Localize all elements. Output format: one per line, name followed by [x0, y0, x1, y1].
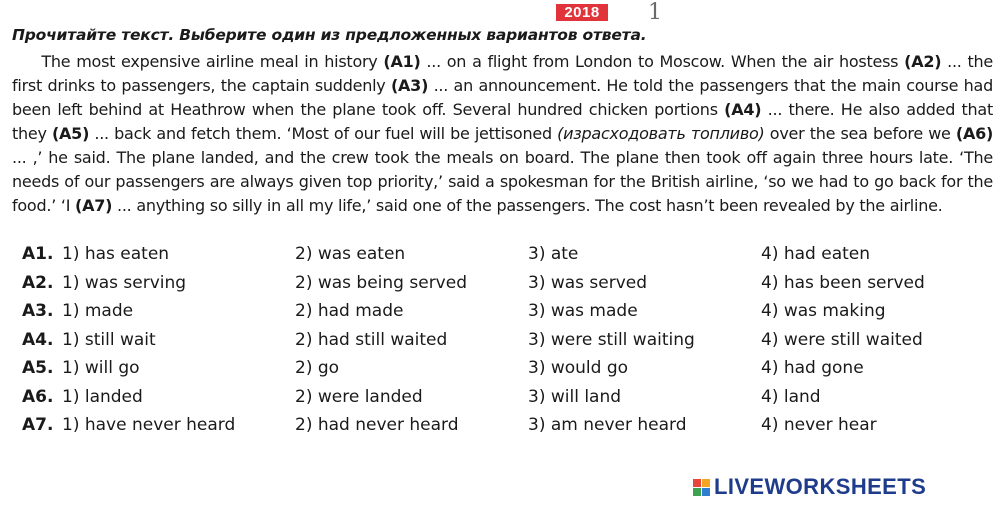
- option-1[interactable]: 1) landed: [62, 386, 143, 407]
- question-row-a2: [22, 273, 982, 302]
- option-3[interactable]: 3) would go: [528, 358, 629, 378]
- gap-marker-a2: (A2): [904, 52, 942, 71]
- option-3[interactable]: 3) were still waiting: [528, 329, 695, 350]
- option-1[interactable]: 1) have never heard: [62, 415, 236, 435]
- gap-marker-a7: (A7): [75, 196, 113, 215]
- option-2[interactable]: 2) were landed: [295, 386, 423, 407]
- passage-text: ... there. He also added that they: [12, 100, 994, 143]
- option-4[interactable]: 4) land: [761, 386, 821, 407]
- option-3[interactable]: 3) was made: [528, 301, 638, 321]
- option-2[interactable]: 2) had never heard: [295, 415, 459, 435]
- question-row-a7: [22, 415, 982, 444]
- question-id: A6.: [22, 386, 54, 407]
- option-1[interactable]: 1) still wait: [62, 329, 156, 350]
- option-4[interactable]: 4) never hear: [761, 415, 877, 435]
- liveworksheets-logo: [693, 474, 926, 500]
- option-4[interactable]: 4) had gone: [761, 358, 864, 378]
- passage-text: ... back and fetch them. ‘Most of our fuel will be jettisoned: [89, 124, 558, 143]
- gap-marker-a3: (A3): [390, 76, 429, 95]
- instruction-heading: Прочитайте текст. Выберите один из предложенных вариантов ответа.: [12, 26, 647, 44]
- question-row-a3: [22, 301, 982, 330]
- gap-marker-a6: (A6): [955, 124, 994, 143]
- option-3[interactable]: 3) will land: [528, 386, 622, 407]
- passage-text: ... on a flight from London to Moscow. When the air hostess: [420, 52, 905, 71]
- option-3[interactable]: 3) was served: [528, 272, 648, 293]
- gap-marker-a4: (A4): [724, 100, 762, 119]
- option-1[interactable]: 1) made: [62, 301, 134, 321]
- logo-grid-cell: [693, 488, 701, 496]
- passage-text: over the sea before we: [764, 124, 956, 143]
- handwritten-mark: 1: [648, 0, 662, 25]
- option-1[interactable]: 1) will go: [62, 358, 140, 378]
- question-id: A2.: [22, 272, 54, 293]
- option-3[interactable]: 3) am never heard: [528, 415, 687, 435]
- option-2[interactable]: 2) was being served: [295, 272, 467, 293]
- year-badge: 2018: [556, 4, 608, 21]
- option-4[interactable]: 4) were still waited: [761, 329, 923, 350]
- option-4[interactable]: 4) had eaten: [761, 244, 871, 264]
- option-2[interactable]: 2) was eaten: [295, 244, 406, 264]
- question-id: A4.: [22, 329, 54, 350]
- gap-marker-a5: (A5): [51, 124, 90, 143]
- answer-options: [22, 244, 982, 444]
- logo-text: LIVEWORKSHEETS: [714, 474, 927, 499]
- option-2[interactable]: 2) had still waited: [295, 329, 448, 350]
- gap-marker-a1: (A1): [383, 52, 421, 71]
- logo-grid-cell: [702, 488, 710, 496]
- passage-text: The most expensive airline meal in history: [41, 52, 384, 71]
- question-id: A7.: [22, 415, 54, 435]
- logo-grid-icon: [693, 479, 710, 496]
- question-row-a5: [22, 358, 982, 387]
- passage-text: ... ,’ he said. The plane landed, and the crew took the meals on board. The plane then took off again three hours late. ‘The needs of our passengers are always given top priority,’ said a spokesman for the British airline, ‘so we had to go back for the food.’ ‘I: [12, 148, 993, 215]
- option-3[interactable]: 3) ate: [528, 244, 579, 264]
- question-id: A3.: [22, 301, 54, 321]
- option-1[interactable]: 1) has eaten: [62, 244, 170, 264]
- passage-text: ... an announcement. He told the passengers that the main course had been left behind at Heathrow when the plane took off. Several hundred chicken portions: [12, 76, 993, 119]
- reading-passage: [12, 50, 993, 218]
- question-row-a1: [22, 244, 982, 273]
- question-row-a4: [22, 330, 982, 359]
- logo-grid-cell: [702, 479, 710, 487]
- option-4[interactable]: 4) was making: [761, 301, 886, 321]
- logo-grid-cell: [693, 479, 701, 487]
- passage-text: ... anything so silly in all my life,’ said one of the passengers. The cost hasn’t been revealed by the airline.: [112, 196, 943, 215]
- option-2[interactable]: 2) had made: [295, 301, 404, 321]
- option-2[interactable]: 2) go: [295, 358, 340, 378]
- option-4[interactable]: 4) has been served: [761, 272, 925, 293]
- question-row-a6: [22, 387, 982, 416]
- question-id: A1.: [22, 244, 54, 264]
- question-id: A5.: [22, 358, 54, 378]
- passage-text: ... the first drinks to passengers, the captain suddenly: [12, 52, 994, 95]
- option-1[interactable]: 1) was serving: [62, 272, 187, 293]
- translation-note: (израсходовать топливо): [557, 124, 765, 143]
